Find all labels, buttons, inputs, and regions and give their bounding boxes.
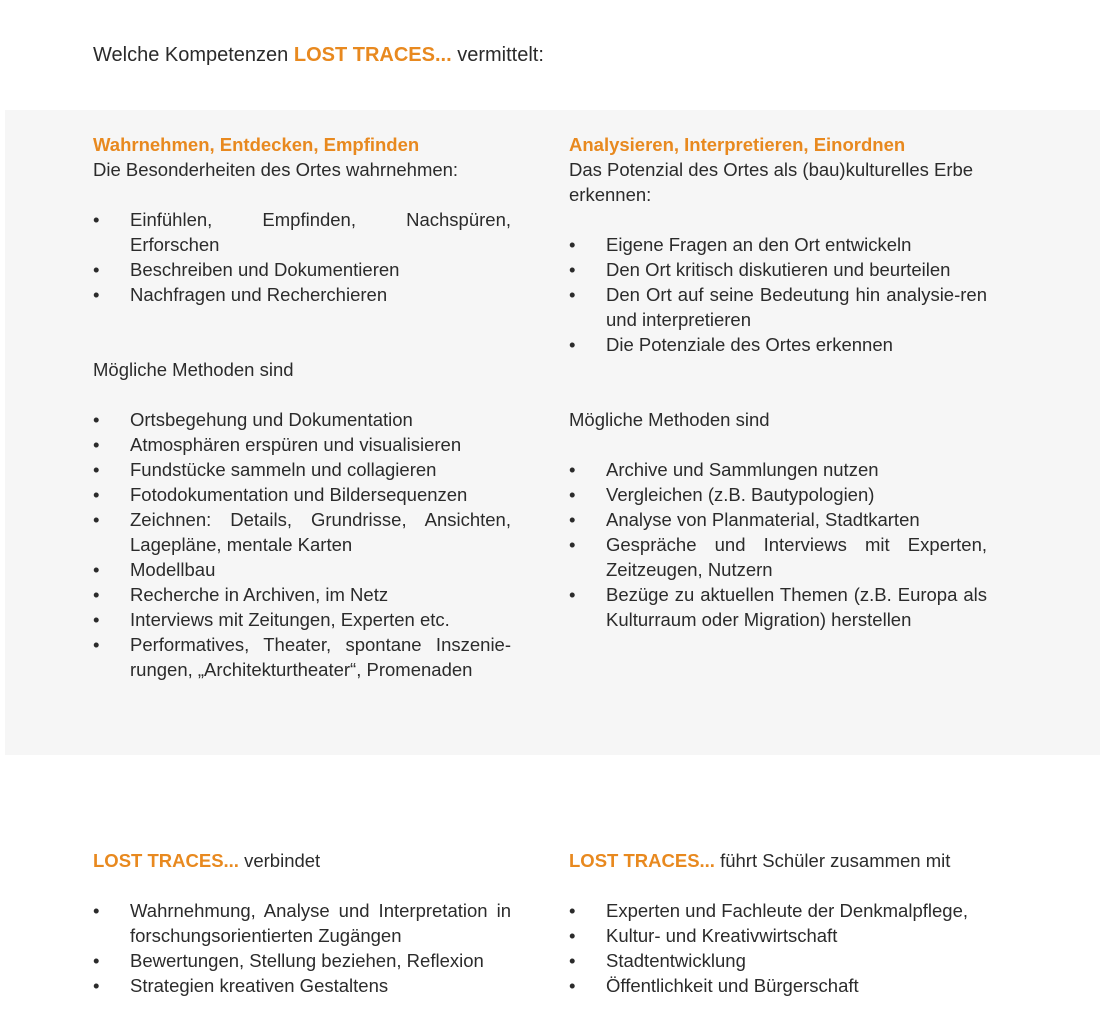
intro-brand: LOST TRACES...: [293, 44, 452, 66]
list-item: • Performatives, Theater, spontane Inszenie-rungen, „Architekturtheater“, Promenaden: [93, 632, 511, 682]
list-item: • Fotodokumentation und Bildersequenzen: [93, 482, 511, 507]
intro-before: Welche Kompetenzen: [93, 44, 289, 66]
left-items: [93, 207, 511, 307]
intro-after: vermittelt:: [457, 44, 544, 66]
left-methods-label: Mögliche Methoden sind: [93, 359, 294, 380]
list-item: • Gespräche und Interviews mit Experten, Zeitzeugen, Nutzern: [569, 532, 987, 582]
list-item: • Atmosphären erspüren und visualisieren: [93, 432, 511, 457]
right-methods-label: Mögliche Methoden sind: [569, 409, 770, 430]
list-item: • Kultur- und Kreativwirtschaft: [569, 923, 987, 948]
bottom-left-column: [93, 848, 511, 998]
list-item: • Analyse von Planmaterial, Stadtkarten: [569, 507, 987, 532]
right-heading: Analysieren, Interpretieren, Einordnen: [569, 134, 906, 155]
right-column: [569, 132, 987, 632]
list-item: • Ortsbegehung und Dokumentation: [93, 407, 511, 432]
list-item: • Beschreiben und Dokumentieren: [93, 257, 511, 282]
list-item: • Den Ort auf seine Bedeutung hin analysie-ren und interpretieren: [569, 282, 987, 332]
list-item: • Zeichnen: Details, Grundrisse, Ansichten, Lagepläne, mentale Karten: [93, 507, 511, 557]
list-item: • Eigene Fragen an den Ort entwickeln: [569, 232, 987, 257]
list-item: • Recherche in Archiven, im Netz: [93, 582, 511, 607]
list-item: • Die Potenziale des Ortes erkennen: [569, 332, 987, 357]
bottom-right-heading: [569, 848, 987, 873]
brand-name: LOST TRACES...: [93, 850, 239, 871]
left-heading: Wahrnehmen, Entdecken, Empfinden: [93, 134, 420, 155]
list-item: • Interviews mit Zeitungen, Experten etc.: [93, 607, 511, 632]
bottom-left-items: [93, 898, 511, 998]
list-item: • Einfühlen, Empfinden, Nachspüren, Erforschen: [93, 207, 511, 257]
bottom-right-column: [569, 848, 987, 998]
list-item: • Modellbau: [93, 557, 511, 582]
list-item: • Nachfragen und Recherchieren: [93, 282, 511, 307]
bottom-right-items: [569, 898, 987, 998]
left-subtitle: Die Besonderheiten des Ortes wahrnehmen:: [93, 159, 459, 180]
left-column: [93, 132, 511, 682]
list-item: • Archive und Sammlungen nutzen: [569, 457, 987, 482]
intro-line: [93, 42, 544, 68]
list-item: • Experten und Fachleute der Denkmalpflege,: [569, 898, 987, 923]
list-item: • Strategien kreativen Gestaltens: [93, 973, 511, 998]
list-item: • Bewertungen, Stellung beziehen, Reflexion: [93, 948, 511, 973]
list-item: • Bezüge zu aktuellen Themen (z.B. Europa als Kulturraum oder Migration) herstellen: [569, 582, 987, 632]
bottom-left-heading: [93, 848, 511, 873]
list-item: • Fundstücke sammeln und collagieren: [93, 457, 511, 482]
bottom-left-heading-text: verbindet: [244, 850, 321, 871]
right-items: [569, 232, 987, 357]
list-item: • Wahrnehmung, Analyse und Interpretation in forschungsorientierten Zugängen: [93, 898, 511, 948]
bottom-right-heading-text: führt Schüler zusammen mit: [720, 850, 951, 871]
list-item: • Vergleichen (z.B. Bautypologien): [569, 482, 987, 507]
list-item: • Öffentlichkeit und Bürgerschaft: [569, 973, 987, 998]
right-methods: [569, 457, 987, 632]
list-item: • Stadtentwicklung: [569, 948, 987, 973]
brand-name: LOST TRACES...: [569, 850, 715, 871]
list-item: • Den Ort kritisch diskutieren und beurteilen: [569, 257, 987, 282]
right-subtitle: Das Potenzial des Ortes als (bau)kulturelles Erbe erkennen:: [569, 159, 974, 205]
left-methods: [93, 407, 511, 682]
